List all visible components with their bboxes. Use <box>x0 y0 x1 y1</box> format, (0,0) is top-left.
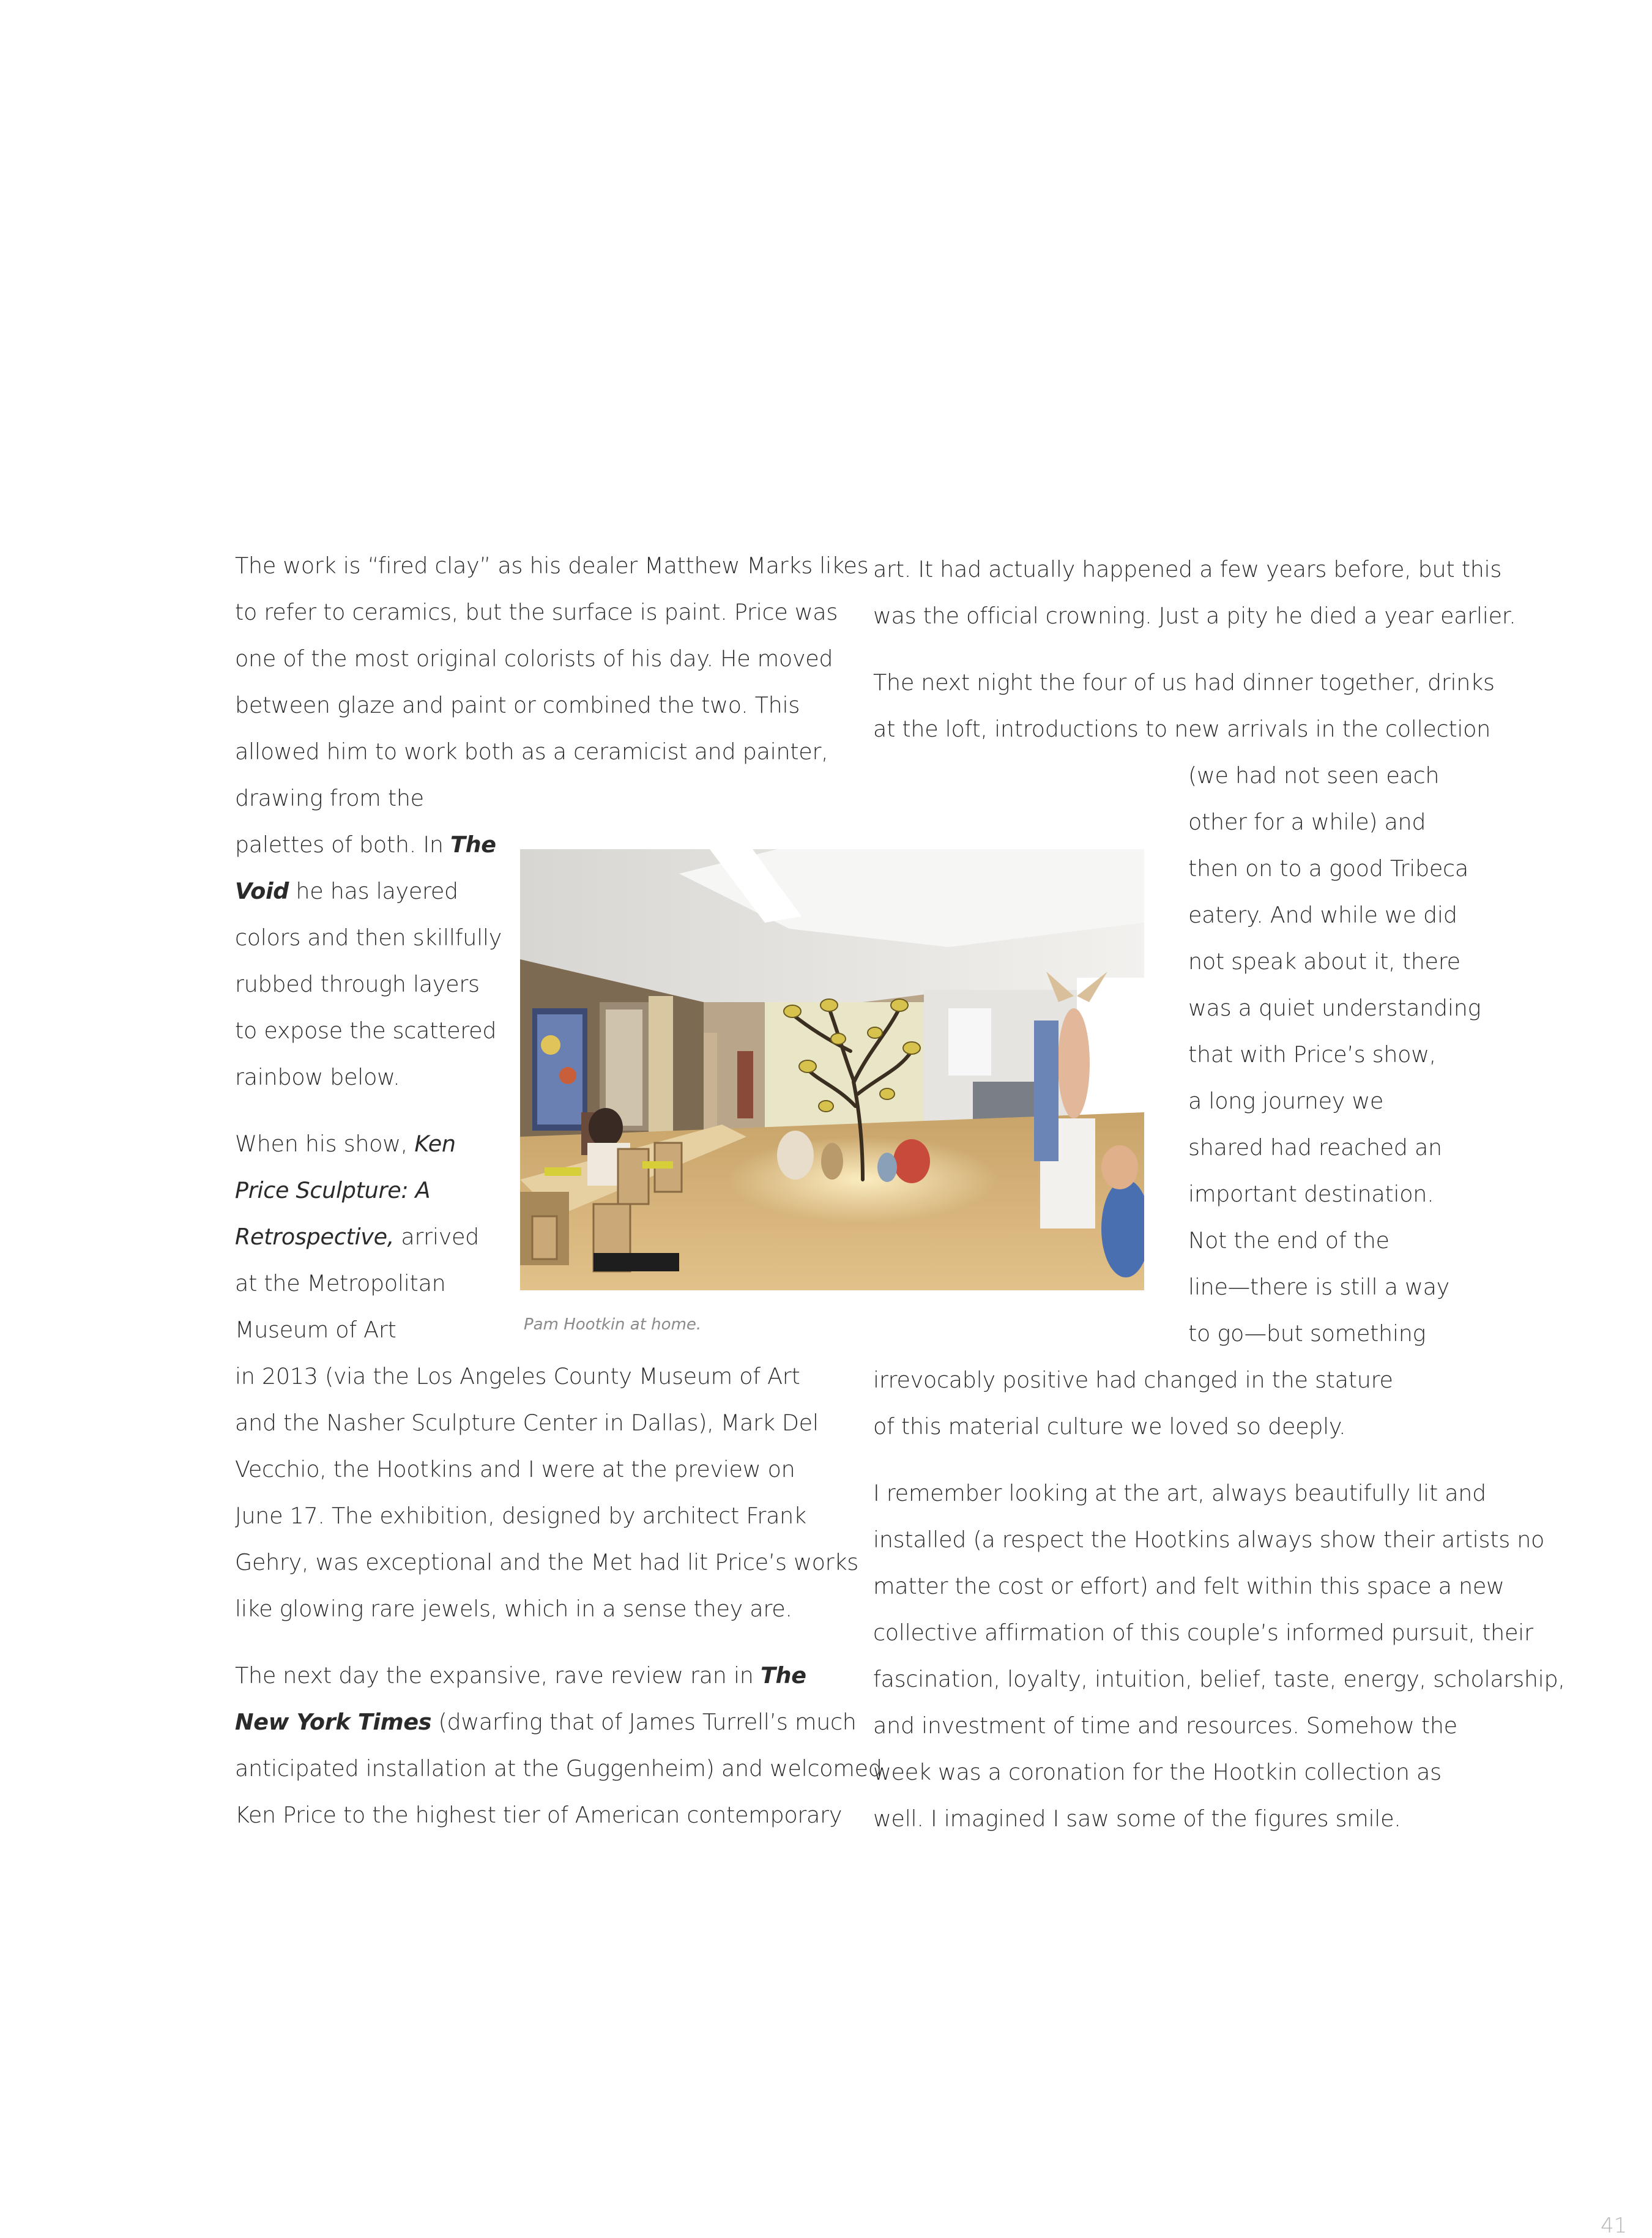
right-line: fascination, loyalty, intuition, belief, taste, energy, scholarship, <box>873 1666 1565 1692</box>
left-line: to expose the scattered <box>235 1017 497 1044</box>
left-line: rubbed through layers <box>235 971 480 997</box>
right-line: that with Price’s show, <box>1188 1041 1437 1068</box>
left-line: at the Metropolitan <box>235 1270 446 1296</box>
right-line: important destination. <box>1188 1181 1434 1207</box>
left-line: Retrospective, arrived <box>235 1224 480 1250</box>
right-line: at the loft, introductions to new arrivals in the collection <box>873 716 1491 742</box>
left-line: Museum of Art <box>235 1317 396 1343</box>
left-line: colors and then skillfully <box>235 924 502 951</box>
right-line: to go—but something <box>1188 1320 1426 1347</box>
left-line: New York Times (dwarfing that of James Turrell’s much <box>235 1709 857 1735</box>
left-line: palettes of both. In The <box>235 831 496 858</box>
left-line: in 2013 (via the Los Angeles County Museum of Art <box>235 1363 800 1389</box>
page-number: 41 <box>1601 2214 1628 2238</box>
right-line: irrevocably positive had changed in the stature <box>873 1367 1393 1393</box>
right-line: was the official crowning. Just a pity he died a year earlier. <box>873 603 1516 629</box>
right-line: Not the end of the <box>1188 1227 1390 1254</box>
right-line: and investment of time and resources. Somehow the <box>873 1712 1457 1739</box>
left-line: The next day the expansive, rave review ran in The <box>235 1662 806 1689</box>
left-line: When his show, Ken <box>235 1131 456 1157</box>
left-line: and the Nasher Sculpture Center in Dallas), Mark Del <box>235 1410 819 1436</box>
left-line: Void he has layered <box>235 878 458 904</box>
right-line: I remember looking at the art, always beautifully lit and <box>873 1480 1486 1506</box>
right-line: art. It had actually happened a few years before, but this <box>873 556 1502 582</box>
right-line: other for a while) and <box>1188 809 1426 835</box>
left-line: The work is “fired clay” as his dealer Matthew Marks likes <box>235 552 869 579</box>
left-line: anticipated installation at the Guggenheim) and welcomed <box>235 1755 882 1782</box>
photo-pam-hootkin-at-home <box>520 849 1144 1290</box>
right-line: well. I imagined I saw some of the figures smile. <box>873 1805 1401 1832</box>
photo-caption: Pam Hootkin at home. <box>524 1315 702 1334</box>
right-line: a long journey we <box>1188 1088 1384 1114</box>
right-line: (we had not seen each <box>1188 762 1440 789</box>
left-line: Price Sculpture: A <box>235 1177 431 1203</box>
right-line: matter the cost or effort) and felt within this space a new <box>873 1573 1505 1599</box>
left-line: like glowing rare jewels, which in a sense they are. <box>235 1596 792 1622</box>
left-line: one of the most original colorists of his day. He moved <box>235 645 833 672</box>
right-line: of this material culture we loved so deeply. <box>873 1413 1346 1440</box>
right-line: collective affirmation of this couple’s informed pursuit, their <box>873 1619 1533 1646</box>
right-line: line—there is still a way <box>1188 1274 1449 1300</box>
left-line: allowed him to work both as a ceramicist and painter, <box>235 738 828 765</box>
right-line: shared had reached an <box>1188 1134 1442 1161</box>
left-line: drawing from the <box>235 785 424 811</box>
left-line: June 17. The exhibition, designed by architect Frank <box>235 1503 806 1529</box>
right-line: week was a coronation for the Hootkin collection as <box>873 1759 1442 1785</box>
right-line: not speak about it, there <box>1188 948 1460 975</box>
right-line: installed (a respect the Hootkins always show their artists no <box>873 1526 1545 1553</box>
left-line: between glaze and paint or combined the two. This <box>235 692 800 718</box>
right-line: was a quiet understanding <box>1188 995 1481 1021</box>
left-line: Vecchio, the Hootkins and I were at the preview on <box>235 1456 795 1482</box>
left-line: rainbow below. <box>235 1064 400 1090</box>
right-line: The next night the four of us had dinner together, drinks <box>873 669 1495 696</box>
left-line: Ken Price to the highest tier of American contemporary <box>235 1802 843 1828</box>
right-line: eatery. And while we did <box>1188 902 1457 928</box>
left-line: Gehry, was exceptional and the Met had lit Price’s works <box>235 1549 858 1575</box>
right-line: then on to a good Tribeca <box>1188 855 1468 882</box>
left-line: to refer to ceramics, but the surface is paint. Price was <box>235 599 838 625</box>
